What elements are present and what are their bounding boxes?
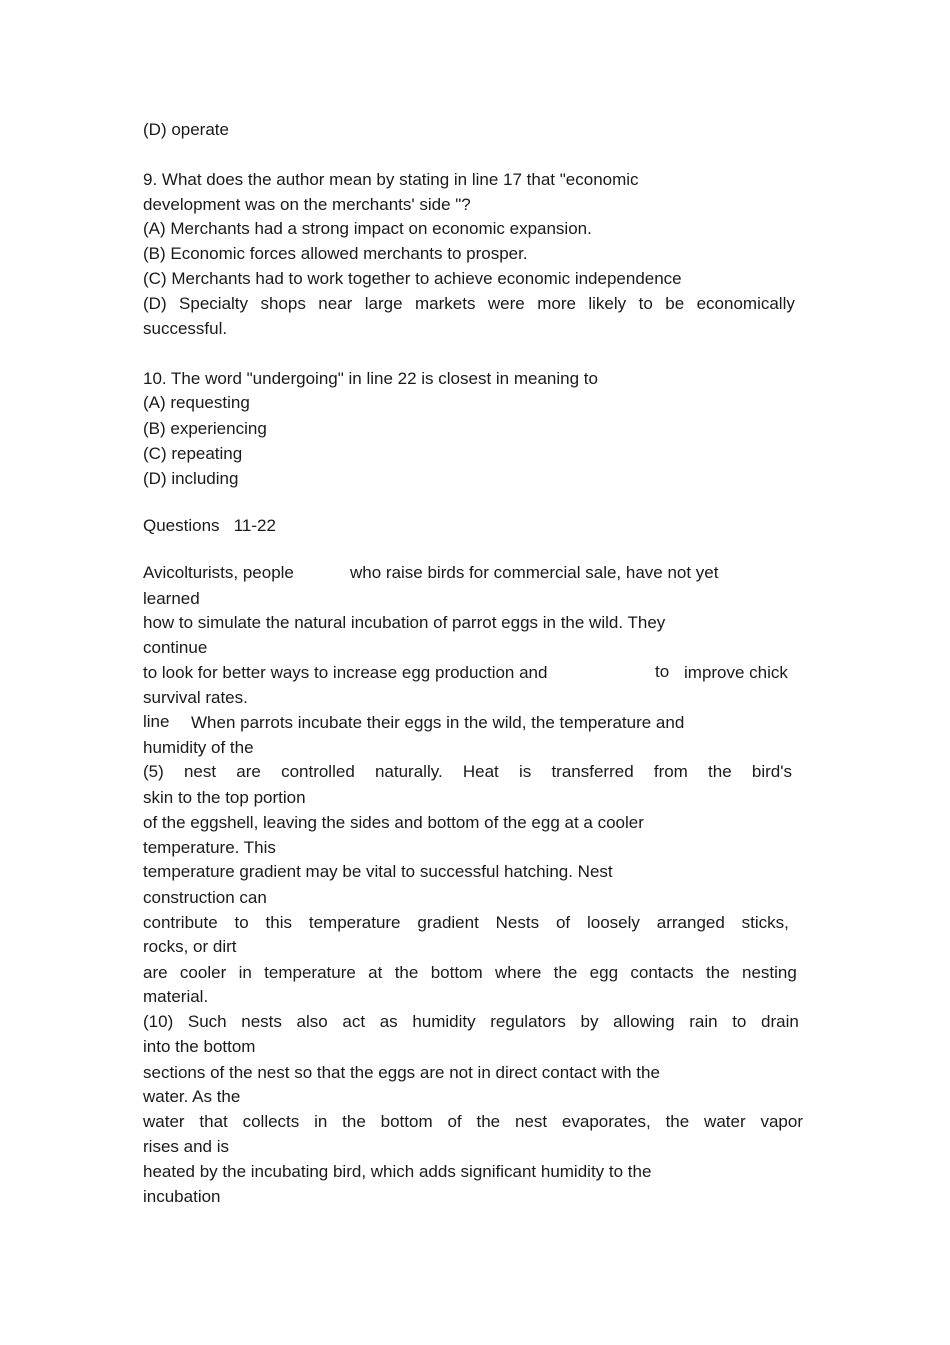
q9-option-b: (B) Economic forces allowed merchants to prosper. bbox=[143, 244, 528, 263]
passage-line-11: of the eggshell, leaving the sides and bottom of the egg at a cooler bbox=[143, 813, 644, 832]
passage-word: loosely bbox=[587, 913, 640, 932]
passage-word: transferred bbox=[551, 762, 634, 781]
section-heading: Questions 11-22 bbox=[143, 516, 276, 535]
passage-line-13: temperature gradient may be vital to successful hatching. Nest bbox=[143, 862, 613, 881]
passage-word: Heat bbox=[462, 762, 499, 781]
passage-word: at bbox=[368, 963, 383, 982]
passage-line-24: rises and is bbox=[143, 1137, 229, 1156]
passage-word: of bbox=[447, 1112, 462, 1131]
q9-option-d-word: markets bbox=[415, 294, 476, 313]
passage-line-3: how to simulate the natural incubation of parrot eggs in the wild. They bbox=[143, 613, 666, 632]
passage-line-16: rocks, or dirt bbox=[143, 937, 237, 956]
passage-word: from bbox=[653, 762, 688, 781]
passage-line-1b: who raise birds for commercial sale, have not yet bbox=[350, 563, 719, 582]
q9-option-d-word: near bbox=[318, 294, 353, 313]
passage-line-5b: to bbox=[655, 662, 670, 681]
passage-word: the bbox=[476, 1112, 501, 1131]
q9-option-d-word: shops bbox=[260, 294, 306, 313]
passage-line-22: water. As the bbox=[143, 1087, 241, 1106]
line-number-label: line bbox=[143, 712, 170, 731]
passage-line-7: When parrots incubate their eggs in the wild, the temperature and bbox=[191, 713, 685, 732]
passage-line-19 bbox=[143, 1012, 799, 1032]
passage-word: bottom bbox=[430, 963, 483, 982]
passage-line-12: temperature. This bbox=[143, 838, 276, 857]
passage-word: contacts bbox=[630, 963, 694, 982]
passage-word: regulators bbox=[490, 1012, 566, 1031]
passage-line-2: learned bbox=[143, 589, 200, 608]
passage-line-10: skin to the top portion bbox=[143, 788, 306, 807]
passage-word: where bbox=[495, 963, 542, 982]
passage-line-18: material. bbox=[143, 987, 209, 1006]
passage-word: of bbox=[555, 913, 571, 932]
passage-word: bottom bbox=[380, 1112, 433, 1131]
passage-word: Such bbox=[187, 1012, 227, 1031]
passage-word: (10) bbox=[143, 1012, 174, 1031]
passage-word: to bbox=[732, 1012, 747, 1031]
passage-line-14: construction can bbox=[143, 888, 267, 907]
passage-word: as bbox=[379, 1012, 398, 1031]
q9-option-d-word: (D) bbox=[143, 294, 167, 313]
passage-word: are bbox=[143, 963, 168, 982]
passage-word: also bbox=[296, 1012, 328, 1031]
q9-option-d-word: to bbox=[638, 294, 653, 313]
passage-word: is bbox=[518, 762, 532, 781]
q9-option-d-word: Specialty bbox=[179, 294, 249, 313]
passage-word: temperature bbox=[264, 963, 356, 982]
passage-word: nest bbox=[183, 762, 217, 781]
passage-word: gradient bbox=[417, 913, 479, 932]
q8-option-d: (D) operate bbox=[143, 120, 229, 139]
q9-option-d-continued: successful. bbox=[143, 319, 228, 338]
q10-option-c: (C) repeating bbox=[143, 444, 243, 463]
passage-word: bird's bbox=[751, 762, 792, 781]
q9-option-c: (C) Merchants had to work together to achieve economic independence bbox=[143, 269, 682, 288]
passage-word: in bbox=[314, 1112, 328, 1131]
passage-word: controlled bbox=[281, 762, 355, 781]
passage-line-5a: to look for better ways to increase egg production and bbox=[143, 663, 548, 682]
passage-word: (5) bbox=[143, 762, 164, 781]
passage-word: to bbox=[234, 913, 249, 932]
q9-option-d-word: likely bbox=[588, 294, 627, 313]
q9-option-a: (A) Merchants had a strong impact on economic expansion. bbox=[143, 219, 592, 238]
passage-word: water bbox=[704, 1112, 746, 1131]
passage-line-20: into the bottom bbox=[143, 1037, 256, 1056]
passage-word: naturally. bbox=[374, 762, 443, 781]
q10-option-b: (B) experiencing bbox=[143, 419, 267, 438]
passage-line-8: humidity of the bbox=[143, 738, 254, 757]
passage-line-26: incubation bbox=[143, 1187, 221, 1206]
q9-option-d-word: economically bbox=[696, 294, 795, 313]
passage-line-6: survival rates. bbox=[143, 688, 248, 707]
passage-word: by bbox=[580, 1012, 599, 1031]
passage-word: egg bbox=[589, 963, 619, 982]
passage-word: drain bbox=[761, 1012, 799, 1031]
passage-word: the bbox=[665, 1112, 690, 1131]
q9-stem-line-1: 9. What does the author mean by stating in line 17 that "economic bbox=[143, 170, 639, 189]
passage-word: act bbox=[342, 1012, 366, 1031]
passage-line-21: sections of the nest so that the eggs are not in direct contact with the bbox=[143, 1063, 660, 1082]
passage-word: nesting bbox=[742, 963, 797, 982]
passage-word: are bbox=[236, 762, 261, 781]
passage-word: that bbox=[199, 1112, 228, 1131]
passage-word: nests bbox=[241, 1012, 282, 1031]
passage-line-17 bbox=[143, 963, 797, 983]
passage-word: the bbox=[394, 963, 419, 982]
passage-line-9 bbox=[143, 762, 792, 782]
passage-line-23 bbox=[143, 1112, 803, 1132]
passage-word: cooler bbox=[179, 963, 227, 982]
passage-word: collects bbox=[242, 1112, 300, 1131]
q9-stem-line-2: development was on the merchants' side "? bbox=[143, 195, 471, 214]
passage-line-5c: improve chick bbox=[684, 663, 788, 682]
passage-word: rain bbox=[689, 1012, 718, 1031]
q9-option-d bbox=[143, 294, 795, 314]
passage-word: nest bbox=[514, 1112, 548, 1131]
q9-option-d-word: more bbox=[537, 294, 576, 313]
passage-word: evaporates, bbox=[561, 1112, 651, 1131]
passage-word: Nests bbox=[495, 913, 540, 932]
passage-word: temperature bbox=[308, 913, 401, 932]
q10-option-a: (A) requesting bbox=[143, 393, 250, 412]
passage-word: vapor bbox=[760, 1112, 803, 1131]
passage-line-15 bbox=[143, 913, 789, 933]
passage-word: allowing bbox=[613, 1012, 675, 1031]
q9-option-d-word: were bbox=[487, 294, 525, 313]
passage-word: contribute bbox=[143, 913, 218, 932]
passage-word: the bbox=[708, 762, 732, 781]
q10-option-d: (D) including bbox=[143, 469, 239, 488]
passage-word: this bbox=[265, 913, 293, 932]
passage-word: in bbox=[238, 963, 252, 982]
q9-option-d-word: large bbox=[364, 294, 403, 313]
passage-word: the bbox=[342, 1112, 366, 1131]
passage-word: sticks, bbox=[741, 913, 789, 932]
passage-word: water bbox=[143, 1112, 185, 1131]
q10-stem: 10. The word "undergoing" in line 22 is closest in meaning to bbox=[143, 369, 598, 388]
passage-word: the bbox=[706, 963, 730, 982]
passage-word: humidity bbox=[412, 1012, 476, 1031]
passage-line-1a: Avicolturists, people bbox=[143, 563, 294, 582]
q9-option-d-word: be bbox=[665, 294, 685, 313]
passage-line-25: heated by the incubating bird, which adds significant humidity to the bbox=[143, 1162, 652, 1181]
passage-word: arranged bbox=[656, 913, 725, 932]
passage-line-4: continue bbox=[143, 638, 208, 657]
passage-word: the bbox=[553, 963, 578, 982]
